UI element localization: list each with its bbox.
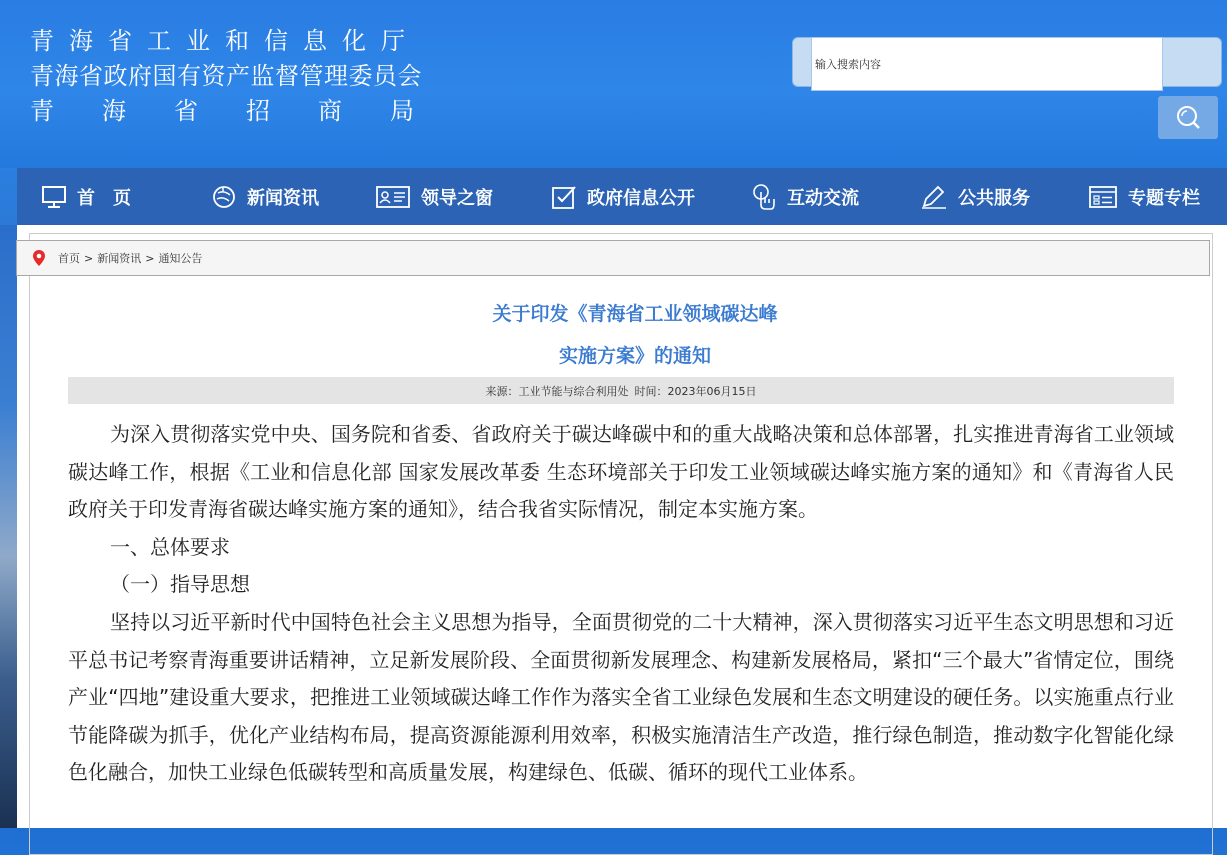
nav-news[interactable]: [211, 168, 319, 225]
search-input[interactable]: [811, 37, 1163, 91]
search-icon: [1174, 104, 1202, 132]
touch-icon: [751, 183, 777, 211]
news-icon: [211, 184, 237, 210]
nav-home[interactable]: [41, 168, 131, 225]
breadcrumb-home[interactable]: 首页: [58, 252, 80, 265]
monitor-icon: [41, 185, 67, 209]
article-title-line1: 关于印发《青海省工业领域碳达峰: [492, 303, 778, 325]
pen-icon: [920, 184, 948, 210]
article-title-line2: 实施方案》的通知: [558, 345, 711, 367]
nav-special-topics-label: 专题专栏: [1128, 187, 1200, 209]
background-strip: [0, 225, 17, 828]
id-card-icon: [375, 185, 411, 209]
list-icon: [1088, 185, 1118, 209]
nav-public-service-label: 公共服务: [958, 187, 1030, 209]
org-title-industry: 青海省工业和信息化厅: [30, 27, 420, 55]
breadcrumb-separator: >: [84, 251, 94, 265]
location-pin-icon: [32, 249, 46, 267]
site-titles: [30, 24, 462, 129]
article-body: [68, 416, 1174, 792]
article-source: 来源：工业节能与综合利用处: [485, 384, 629, 398]
main-nav: [17, 168, 1227, 225]
article-subheading: （一）指导思想: [110, 572, 250, 597]
nav-leaders[interactable]: [375, 168, 493, 225]
nav-gov-info[interactable]: [551, 168, 695, 225]
article-paragraph: 坚持以习近平新时代中国特色社会主义思想为指导，全面贯彻党的二十大精神，深入贯彻落实习近平生态文明思想和习近平总书记考察青海重要讲话精神，立足新发展阶段、全面贯彻新发展理念、构建新发展格局，紧扣“三个最大”省情定位，围绕产业“四地”建设重大要求，把推进工业领域碳达峰工作作为落实全省工业绿色发展和生态文明建设的硬任务。以实施重点行业节能降碳为抓手，优化产业结构布局，提高资源能源利用效率，积极实施清洁生产改造，推行绿色制造，推动数字化智能化绿色化融合，加快工业绿色低碳转型和高质量发展，构建绿色、低碳、循环的现代工业体系。: [68, 609, 1174, 785]
article-meta: [68, 377, 1174, 404]
article-heading: 一、总体要求: [110, 534, 230, 559]
breadcrumb-news[interactable]: 新闻资讯: [97, 252, 142, 265]
article-time: 时间：2023年06月15日: [634, 384, 757, 398]
org-title-investment: 青海省招商局: [30, 97, 462, 125]
search-button[interactable]: [1158, 96, 1218, 139]
nav-home-label: 首 页: [77, 187, 131, 209]
breadcrumb-notices[interactable]: 通知公告: [158, 252, 203, 265]
nav-special-topics[interactable]: [1088, 168, 1200, 225]
breadcrumb-separator: >: [145, 251, 155, 265]
site-header: [0, 0, 1227, 168]
nav-news-label: 新闻资讯: [247, 187, 319, 209]
article-paragraph: 为深入贯彻落实党中央、国务院和省委、省政府关于碳达峰碳中和的重大战略决策和总体部署，扎实推进青海省工业领域碳达峰工作，根据《工业和信息化部 国家发展改革委 生态环境部关于印发工业领域碳达峰实施方案的通知》和《青海省人民政府关于印发青海省碳达峰实施方案的通知》，结合我省实际情况，制定本实施方案。: [68, 422, 1174, 522]
nav-gov-info-label: 政府信息公开: [587, 187, 695, 209]
breadcrumb: [16, 240, 1210, 276]
checkbox-icon: [551, 184, 577, 210]
nav-leaders-label: 领导之窗: [421, 187, 493, 209]
nav-interaction-label: 互动交流: [787, 187, 859, 209]
nav-interaction[interactable]: [751, 168, 859, 225]
org-title-sasac: 青海省政府国有资产监督管理委员会: [30, 62, 422, 90]
nav-public-service[interactable]: [920, 168, 1030, 225]
